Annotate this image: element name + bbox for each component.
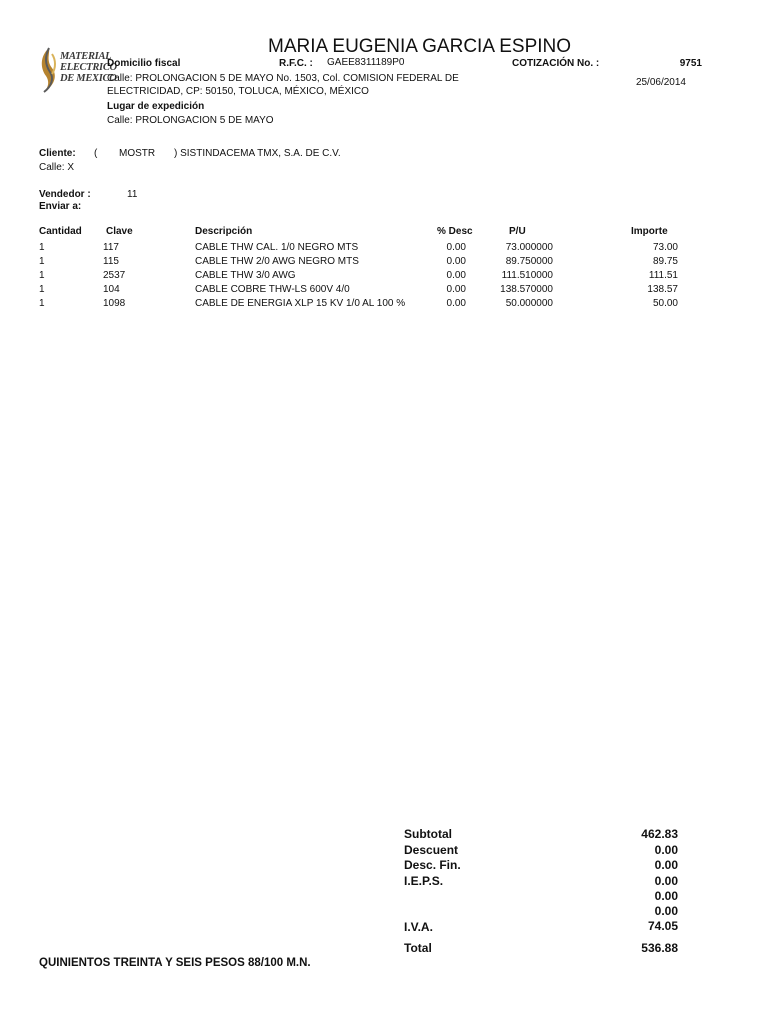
cotizacion-label: COTIZACIÓN No. : (512, 58, 600, 69)
spiral-logo-icon (38, 46, 60, 94)
company-logo (38, 46, 117, 96)
document-date: 25/06/2014 (635, 77, 686, 88)
table-row (0, 284, 768, 297)
cell-cantidad: 1 (39, 256, 45, 267)
table-row (0, 242, 768, 255)
header-importe: Importe (631, 226, 668, 237)
header-desc: % Desc (437, 226, 473, 237)
cliente-name: ) SISTINDACEMA TMX, S.A. DE C.V. (174, 148, 341, 159)
ieps-label: I.E.P.S. (404, 874, 444, 888)
cell-pu: 73.000000 (505, 242, 553, 253)
cell-descripcion: CABLE DE ENERGIA XLP 15 KV 1/0 AL 100 % (195, 298, 406, 309)
extra-tax-value-2: 0.00 (654, 904, 678, 918)
header-cantidad: Cantidad (39, 226, 82, 237)
cell-cantidad: 1 (39, 242, 45, 253)
descfin-value: 0.00 (654, 858, 678, 872)
cliente-label: Cliente: (39, 148, 76, 159)
descuent-label: Descuent (404, 843, 459, 857)
iva-label: I.V.A. (404, 920, 433, 934)
logo-line-2: ELECTRICO (60, 62, 117, 73)
cell-descripcion: CABLE THW 3/0 AWG (195, 270, 296, 281)
table-row (0, 298, 768, 311)
cell-desc: 0.00 (446, 270, 466, 281)
header-clave: Clave (106, 226, 133, 237)
cell-importe: 89.75 (652, 256, 678, 267)
cell-importe: 138.57 (647, 284, 678, 295)
table-row (0, 270, 768, 283)
cell-pu: 50.000000 (505, 298, 553, 309)
vendedor-label: Vendedor : (39, 189, 91, 200)
total-label: Total (404, 941, 432, 955)
cell-pu: 89.750000 (505, 256, 553, 267)
ieps-value: 0.00 (654, 874, 678, 888)
cell-clave: 1098 (103, 298, 126, 309)
cliente-street: Calle: X (39, 162, 75, 173)
company-name: MARIA EUGENIA GARCIA ESPINO (268, 36, 572, 57)
cell-pu: 138.570000 (500, 284, 553, 295)
lugar-label: Lugar de expedición (107, 101, 205, 112)
lugar-value: Calle: PROLONGACION 5 DE MAYO (107, 115, 274, 126)
cell-descripcion: CABLE THW 2/0 AWG NEGRO MTS (195, 256, 359, 267)
cell-clave: 115 (103, 256, 119, 267)
domicilio-line-2: ELECTRICIDAD, CP: 50150, TOLUCA, MÉXICO, MÉXICO (107, 86, 369, 97)
cell-cantidad: 1 (39, 298, 45, 309)
header-descripcion: Descripción (195, 226, 253, 237)
total-value: 536.88 (641, 941, 678, 955)
descfin-label: Desc. Fin. (404, 858, 461, 872)
amount-in-words: QUINIENTOS TREINTA Y SEIS PESOS 88/100 M.N. (39, 957, 311, 969)
descuent-value: 0.00 (654, 843, 678, 857)
subtotal-value: 462.83 (641, 827, 678, 841)
subtotal-label: Subtotal (404, 827, 452, 841)
rfc-value: GAEE8311189P0 (327, 57, 405, 68)
cell-importe: 73.00 (652, 242, 678, 253)
vendedor-value: 11 (127, 189, 138, 200)
table-header (0, 226, 768, 239)
enviar-label: Enviar a: (39, 201, 82, 212)
iva-value: 74.05 (647, 919, 678, 933)
cell-desc: 0.00 (446, 284, 466, 295)
cell-importe: 111.51 (648, 270, 678, 281)
cell-clave: 2537 (103, 270, 126, 281)
cell-clave: 117 (103, 242, 119, 253)
cell-cantidad: 1 (39, 270, 45, 281)
domicilio-line-1: Calle: PROLONGACION 5 DE MAYO No. 1503, Col. COMISION FEDERAL DE (107, 73, 459, 84)
cell-descripcion: CABLE COBRE THW-LS 600V 4/0 (195, 284, 350, 295)
cell-desc: 0.00 (446, 298, 466, 309)
cell-clave: 104 (103, 284, 120, 295)
table-row (0, 256, 768, 269)
header-pu: P/U (509, 226, 526, 237)
cotizacion-number: 9751 (679, 58, 702, 69)
cliente-paren: ( (94, 148, 98, 159)
cliente-code: MOSTR (119, 148, 156, 159)
cell-pu: 111.510000 (501, 270, 553, 281)
domicilio-label: Domicilio fiscal (107, 58, 181, 69)
rfc-label: R.F.C. : (279, 58, 313, 69)
logo-line-3: DE MEXICO (60, 73, 117, 84)
logo-line-1: MATERIAL (60, 51, 112, 62)
cell-importe: 50.00 (652, 298, 678, 309)
cell-cantidad: 1 (39, 284, 45, 295)
cell-descripcion: CABLE THW CAL. 1/0 NEGRO MTS (195, 242, 359, 253)
extra-tax-value-1: 0.00 (654, 889, 678, 903)
cell-desc: 0.00 (446, 256, 466, 267)
cell-desc: 0.00 (446, 242, 466, 253)
